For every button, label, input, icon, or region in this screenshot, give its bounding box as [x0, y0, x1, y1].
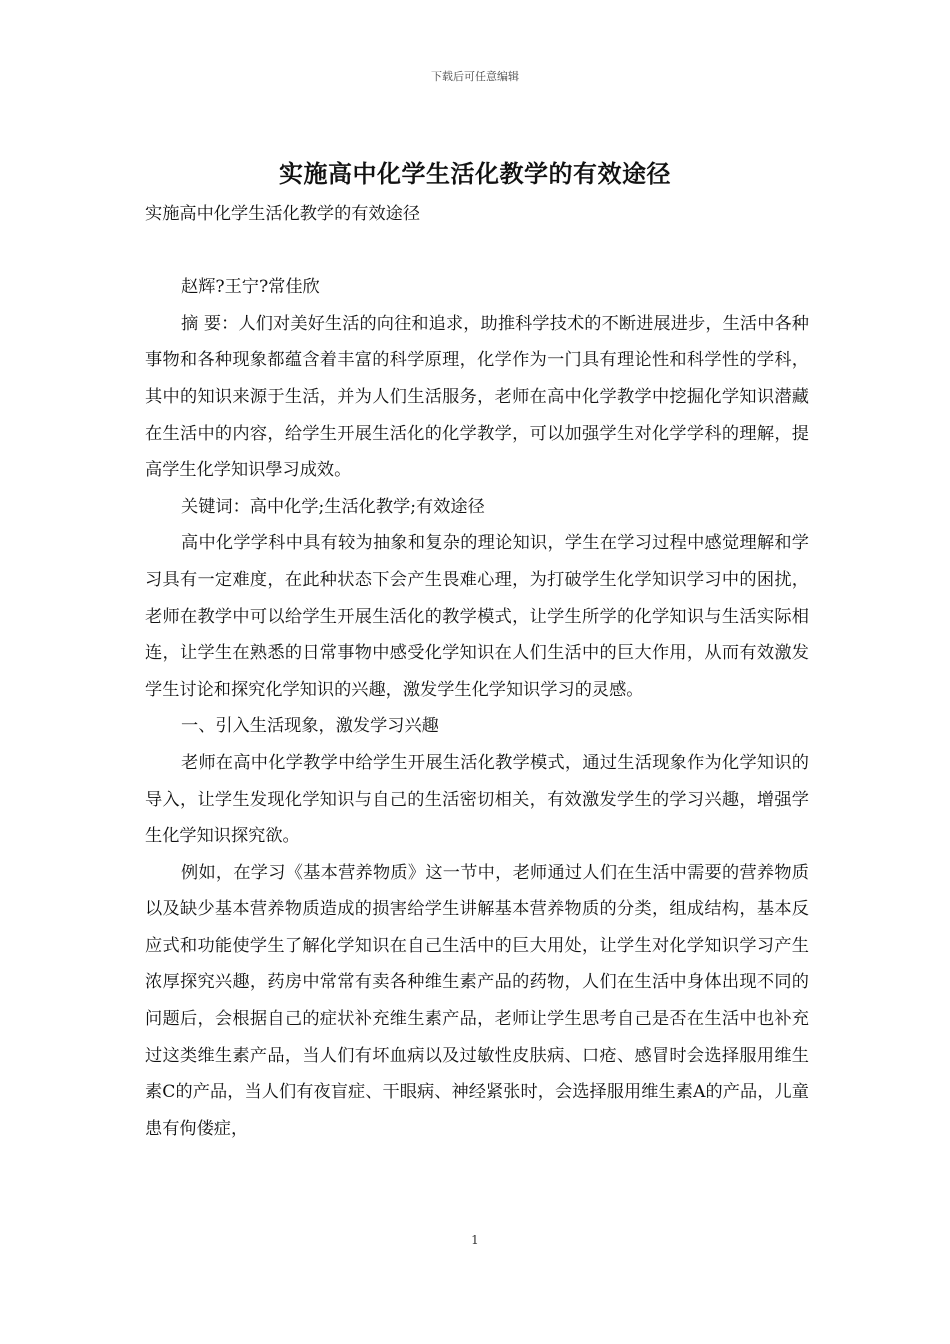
header-note: 下载后可任意编辑	[431, 70, 519, 83]
intro-paragraph: 高中化学学科中具有较为抽象和复杂的理论知识，学生在学习过程中感觉理解和学习具有一定难度，在此种状态下会产生畏难心理，为打破学生化学知识学习中的困扰，老师在教学中可以给学生开展生活化的教学模式，让学生所学的化学知识与生活实际相连，让学生在熟悉的日常事物中感受化学知识在人们生活中的巨大作用，从而有效激发学生讨论和探究化学知识的兴趣，激发学生化学知识学习的灵感。	[145, 533, 809, 700]
body-paragraph: 老师在高中化学教学中给学生开展生活化教学模式，通过生活现象作为化学知识的导入，让学生发现化学知识与自己的生活密切相关，有效激发学生的学习兴趣，增强学生化学知识探究欲。	[145, 752, 809, 847]
document-title: 实施高中化学生活化教学的有效途径	[279, 159, 671, 188]
body-paragraph: 例如，在学习《基本营养物质》这一节中，老师通过人们在生活中需要的营养物质以及缺少基本营养物质造成的损害给学生讲解基本营养物质的分类，组成结构，基本反应式和功能使学生了解化学知识在自己生活中的巨大用处，让学生对化学知识学习产生浓厚探究兴趣，药房中常常有卖各种维生素产品的药物，人们在生活中身体出现不同的问题后，会根据自己的症状补充维生素产品，老师让学生思考自己是否在生活中也补充过这类维生素产品，当人们有坏血病以及过敏性皮肤病、口疮、感冒时会选择服用维生素C的产品，当人们有夜盲症、干眼病、神经紧张时，会选择服用维生素A的产品，儿童患有佝偻症，	[145, 862, 809, 1139]
page-number: 1	[471, 1233, 479, 1247]
section-heading: 一、引入生活现象，激发学习兴趣	[181, 716, 439, 737]
authors: 赵辉?王宁?常佳欣	[181, 277, 320, 298]
abstract-paragraph: 摘 要：人们对美好生活的向往和追求，助推科学技术的不断进展进步，生活中各种事物和各种现象都蕴含着丰富的科学原理，化学作为一门具有理论性和科学性的学科，其中的知识来源于生活，并为人们生活服务，老师在高中化学教学中挖掘化学知识潜藏在生活中的内容，给学生开展生活化的化学教学，可以加强学生对化学学科的理解，提高学生化学知识學习成效。	[145, 313, 809, 481]
document-body	[145, 196, 809, 1147]
document-subtitle: 实施高中化学生活化教学的有效途径	[145, 204, 421, 224]
keywords: 关键词：高中化学;生活化教学;有效途径	[181, 496, 485, 517]
